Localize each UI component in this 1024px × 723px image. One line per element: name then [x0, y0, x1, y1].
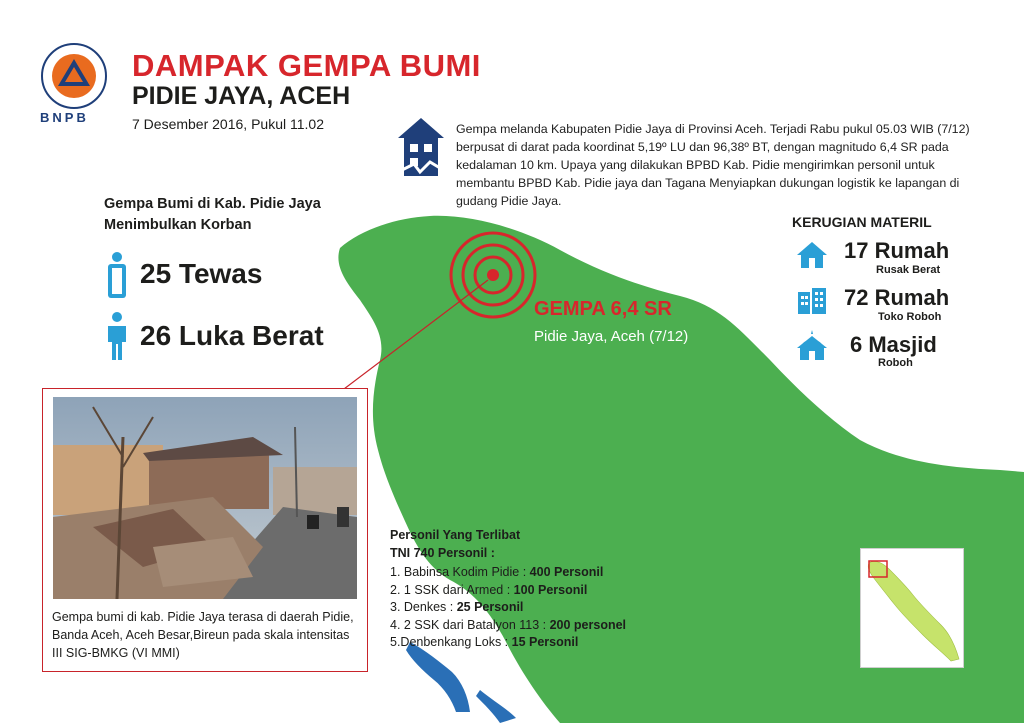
photo-caption: Gempa bumi di kab. Pidie Jaya terasa di daerah Pidie, Banda Aceh, Aceh Besar,Bireun pada skala intensitas III SIG-BMKG (VI MMI): [52, 610, 354, 660]
injured-count: 26 Luka Berat: [140, 320, 324, 351]
list-item: [390, 564, 626, 582]
person-injured-icon: [106, 312, 128, 362]
personnel-label: 1. Babinsa Kodim Pidie :: [390, 565, 530, 579]
damage-photo: [53, 397, 357, 599]
bnpb-logo-icon: [40, 42, 108, 110]
personnel-count: 25 Personil: [456, 600, 524, 614]
island-shape: [406, 642, 470, 712]
personnel-count: 400 Personil: [529, 565, 604, 579]
list-item: [390, 634, 626, 652]
quake-magnitude-label: GEMPA 6,4 SR: [534, 298, 672, 320]
personnel-count: 100 Personil: [513, 582, 588, 597]
loss-value-shops: 72 Rumah: [844, 285, 950, 310]
personnel-list: [390, 564, 626, 652]
personnel-label: 2. 1 SSK dari Armed :: [390, 582, 514, 597]
personnel-subheading: TNI 740 Personil :: [390, 546, 495, 560]
event-description: Gempa melanda Kabupaten Pidie Jaya di Provinsi Aceh. Terjadi Rabu pukul 05.03 WIB (7/12) berpusat di darat pada koordinat 5,19º LU dan 96,38º BT, dengan magnitudo 6,4 SR pada kedalaman 10 km. Upaya yang dilakukan BPBD Kab. Pidie mengirimkan personil untuk membantu BPBD Kab. Pidie jaya dan Tagana Menyiapkan dukungan logistik ke lapangan di gudang Pidie Jaya.: [456, 122, 970, 208]
event-date: 7 Desember 2016, Pukul 11.02: [132, 116, 324, 132]
person-dead-icon: [106, 252, 128, 300]
loss-value-mosques: 6 Masjid: [850, 332, 937, 357]
personnel-heading: Personil Yang Terlibat: [390, 528, 521, 542]
list-item: [390, 617, 626, 635]
logo-text: BNPB: [40, 110, 89, 125]
building-icon: [796, 286, 828, 316]
list-item: [390, 582, 626, 600]
personnel-count: 200 personel: [549, 617, 627, 632]
page-title: DAMPAK GEMPA BUMI: [132, 48, 481, 83]
collapsed-house-icon: [396, 116, 446, 182]
loss-sub-houses: Rusak Berat: [876, 264, 941, 276]
house-icon: [796, 240, 828, 270]
losses-heading: KERUGIAN MATERIL: [792, 214, 932, 230]
loss-sub-shops: Toko Roboh: [878, 311, 942, 323]
victims-heading: Gempa Bumi di Kab. Pidie Jaya Menimbulkan Korban: [104, 196, 321, 233]
quake-location: Pidie Jaya, Aceh (7/12): [534, 328, 689, 345]
loss-sub-mosques: Roboh: [878, 357, 913, 369]
personnel-label: 3. Denkes :: [390, 600, 457, 614]
epicenter-marker: [451, 233, 535, 317]
island-shape-2: [476, 690, 516, 723]
inset-map: [860, 548, 964, 668]
personnel-label: 5.Denbenkang Loks :: [390, 635, 512, 649]
loss-value-houses: 17 Rumah: [844, 238, 950, 263]
mosque-icon: [796, 328, 828, 362]
page-subtitle: PIDIE JAYA, ACEH: [132, 82, 351, 110]
sumatra-inset-map: [861, 549, 963, 667]
dead-count: 25 Tewas: [140, 258, 263, 289]
personnel-label: 4. 2 SSK dari Batalyon 113 :: [390, 617, 550, 632]
list-item: [390, 599, 626, 617]
personnel-count: 15 Personil: [511, 635, 579, 649]
